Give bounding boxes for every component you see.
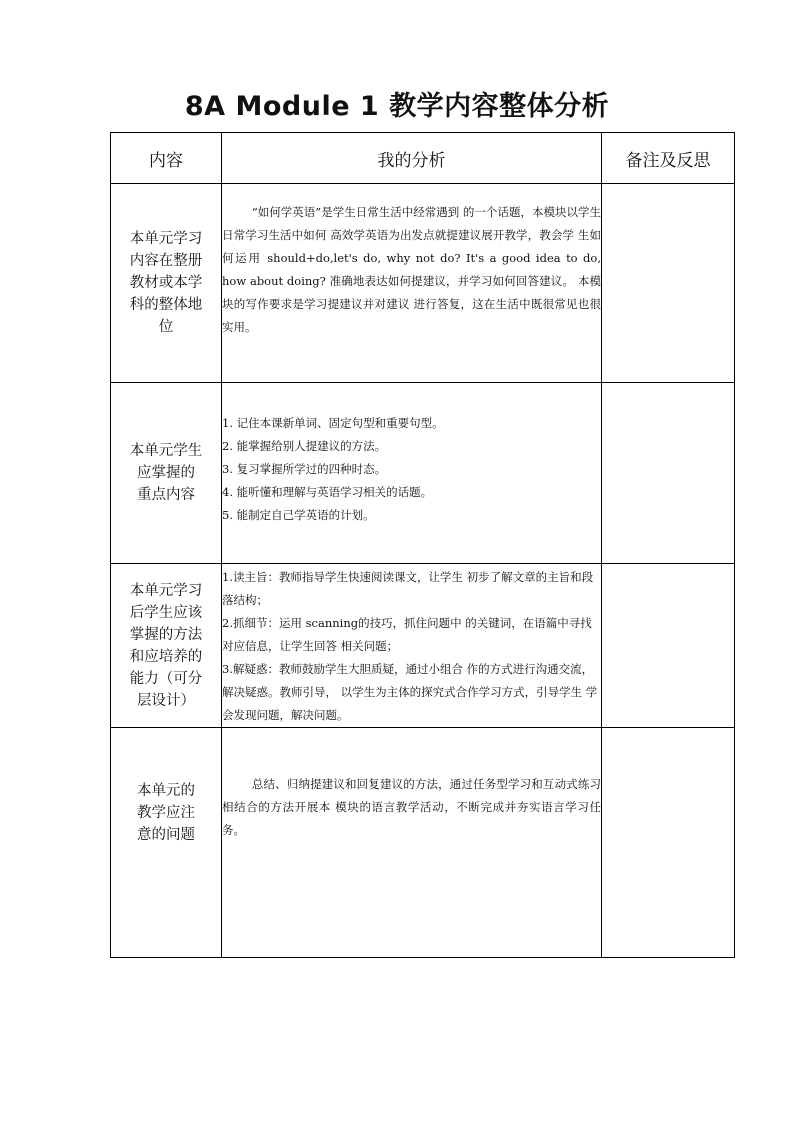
analysis-paragraph: 总结、归纳提建议和回复建议的方法，通过任务型学习和互动式练习相结合的方法开展本 模块的语言教学活动，不断完成并夯实语言学习任务。 — [222, 777, 601, 837]
analysis-cell — [222, 564, 602, 728]
row-label-line: 层设计） — [137, 692, 195, 709]
key-points-list — [222, 412, 601, 527]
row-label-line: 和应培养的 — [129, 648, 203, 665]
row-label-line: 教材或本学 — [129, 275, 203, 291]
table-header-row — [111, 133, 735, 184]
notes-cell — [602, 728, 735, 958]
row-label-line: 后学生应该 — [129, 604, 203, 621]
row-label — [111, 383, 222, 564]
list-item: 2. 能掌握给别人提建议的方法。 — [222, 439, 387, 453]
analysis-paragraph: “如何学英语”是学生日常生活中经常遇到 的一个话题，本模块以学生日常学习生活中如何 高效学英语为出发点就提建议展开教学，教会学 生如何运用 should+do,let's do, why not do? It's a good idea to do, how about doing? 准确地表达如何提建议，并学习如何回答建议。 本模块的写作要求是学习提建议并对建议 进行答复，这在生活中既很常见也很实用。 — [222, 205, 601, 334]
list-item: 3. 复习掌握所学过的四种时态。 — [222, 462, 387, 476]
row-label-line: 本单元学习 — [129, 231, 203, 247]
table-row — [111, 184, 735, 383]
analysis-cell — [222, 184, 602, 383]
list-item: 4. 能听懂和理解与英语学习相关的话题。 — [222, 485, 433, 499]
header-my-analysis: 我的分析 — [222, 133, 602, 184]
list-item: 5. 能制定自己学英语的计划。 — [222, 508, 375, 522]
header-content: 内容 — [111, 133, 222, 184]
table-row — [111, 728, 735, 958]
row-label — [111, 184, 222, 383]
notes-cell — [602, 564, 735, 728]
row-label-line: 重点内容 — [137, 487, 195, 503]
analysis-table — [110, 132, 735, 958]
header-notes-reflection: 备注及反思 — [602, 133, 735, 184]
list-item: 3.解疑惑：教师鼓励学生大胆质疑，通过小组合 作的方式进行沟通交流，解决疑惑。教师引导， 以学生为主体的探究式合作学习方式，引导学生 学会发现问题，解决问题。 — [222, 662, 598, 722]
row-label-line: 本单元学生 — [129, 443, 203, 459]
row-label-line: 能力（可分 — [129, 670, 203, 687]
table-row — [111, 564, 735, 728]
document-title: 8A Module 1 教学内容整体分析 — [184, 91, 610, 122]
row-label-line: 内容在整册 — [129, 253, 203, 269]
row-label-line: 本单元的 — [137, 783, 195, 799]
notes-cell — [602, 383, 735, 564]
row-label-line: 教学应注 — [137, 805, 195, 821]
list-item: 1. 记住本课新单词、固定句型和重要句型。 — [222, 416, 444, 430]
row-label-line: 掌握的方法 — [129, 626, 203, 643]
row-label-line: 科的整体地 — [129, 297, 203, 313]
row-label-line: 应掌握的 — [137, 465, 195, 481]
analysis-cell — [222, 383, 602, 564]
row-label-line: 位 — [158, 319, 174, 335]
list-item: 1.读主旨：教师指导学生快速阅读课文，让学生 初步了解文章的主旨和段落结构； — [222, 570, 594, 607]
row-label-line: 本单元学习 — [129, 582, 203, 599]
row-label — [111, 564, 222, 728]
row-label — [111, 728, 222, 958]
list-item: 2.抓细节：运用 scanning的技巧，抓住问题中 的关键词，在语篇中寻找对应信息，让学生回答 相关问题； — [222, 616, 592, 653]
methods-list — [222, 566, 601, 727]
notes-cell — [602, 184, 735, 383]
row-label-line: 意的问题 — [137, 827, 195, 843]
analysis-cell — [222, 728, 602, 958]
table-row — [111, 383, 735, 564]
